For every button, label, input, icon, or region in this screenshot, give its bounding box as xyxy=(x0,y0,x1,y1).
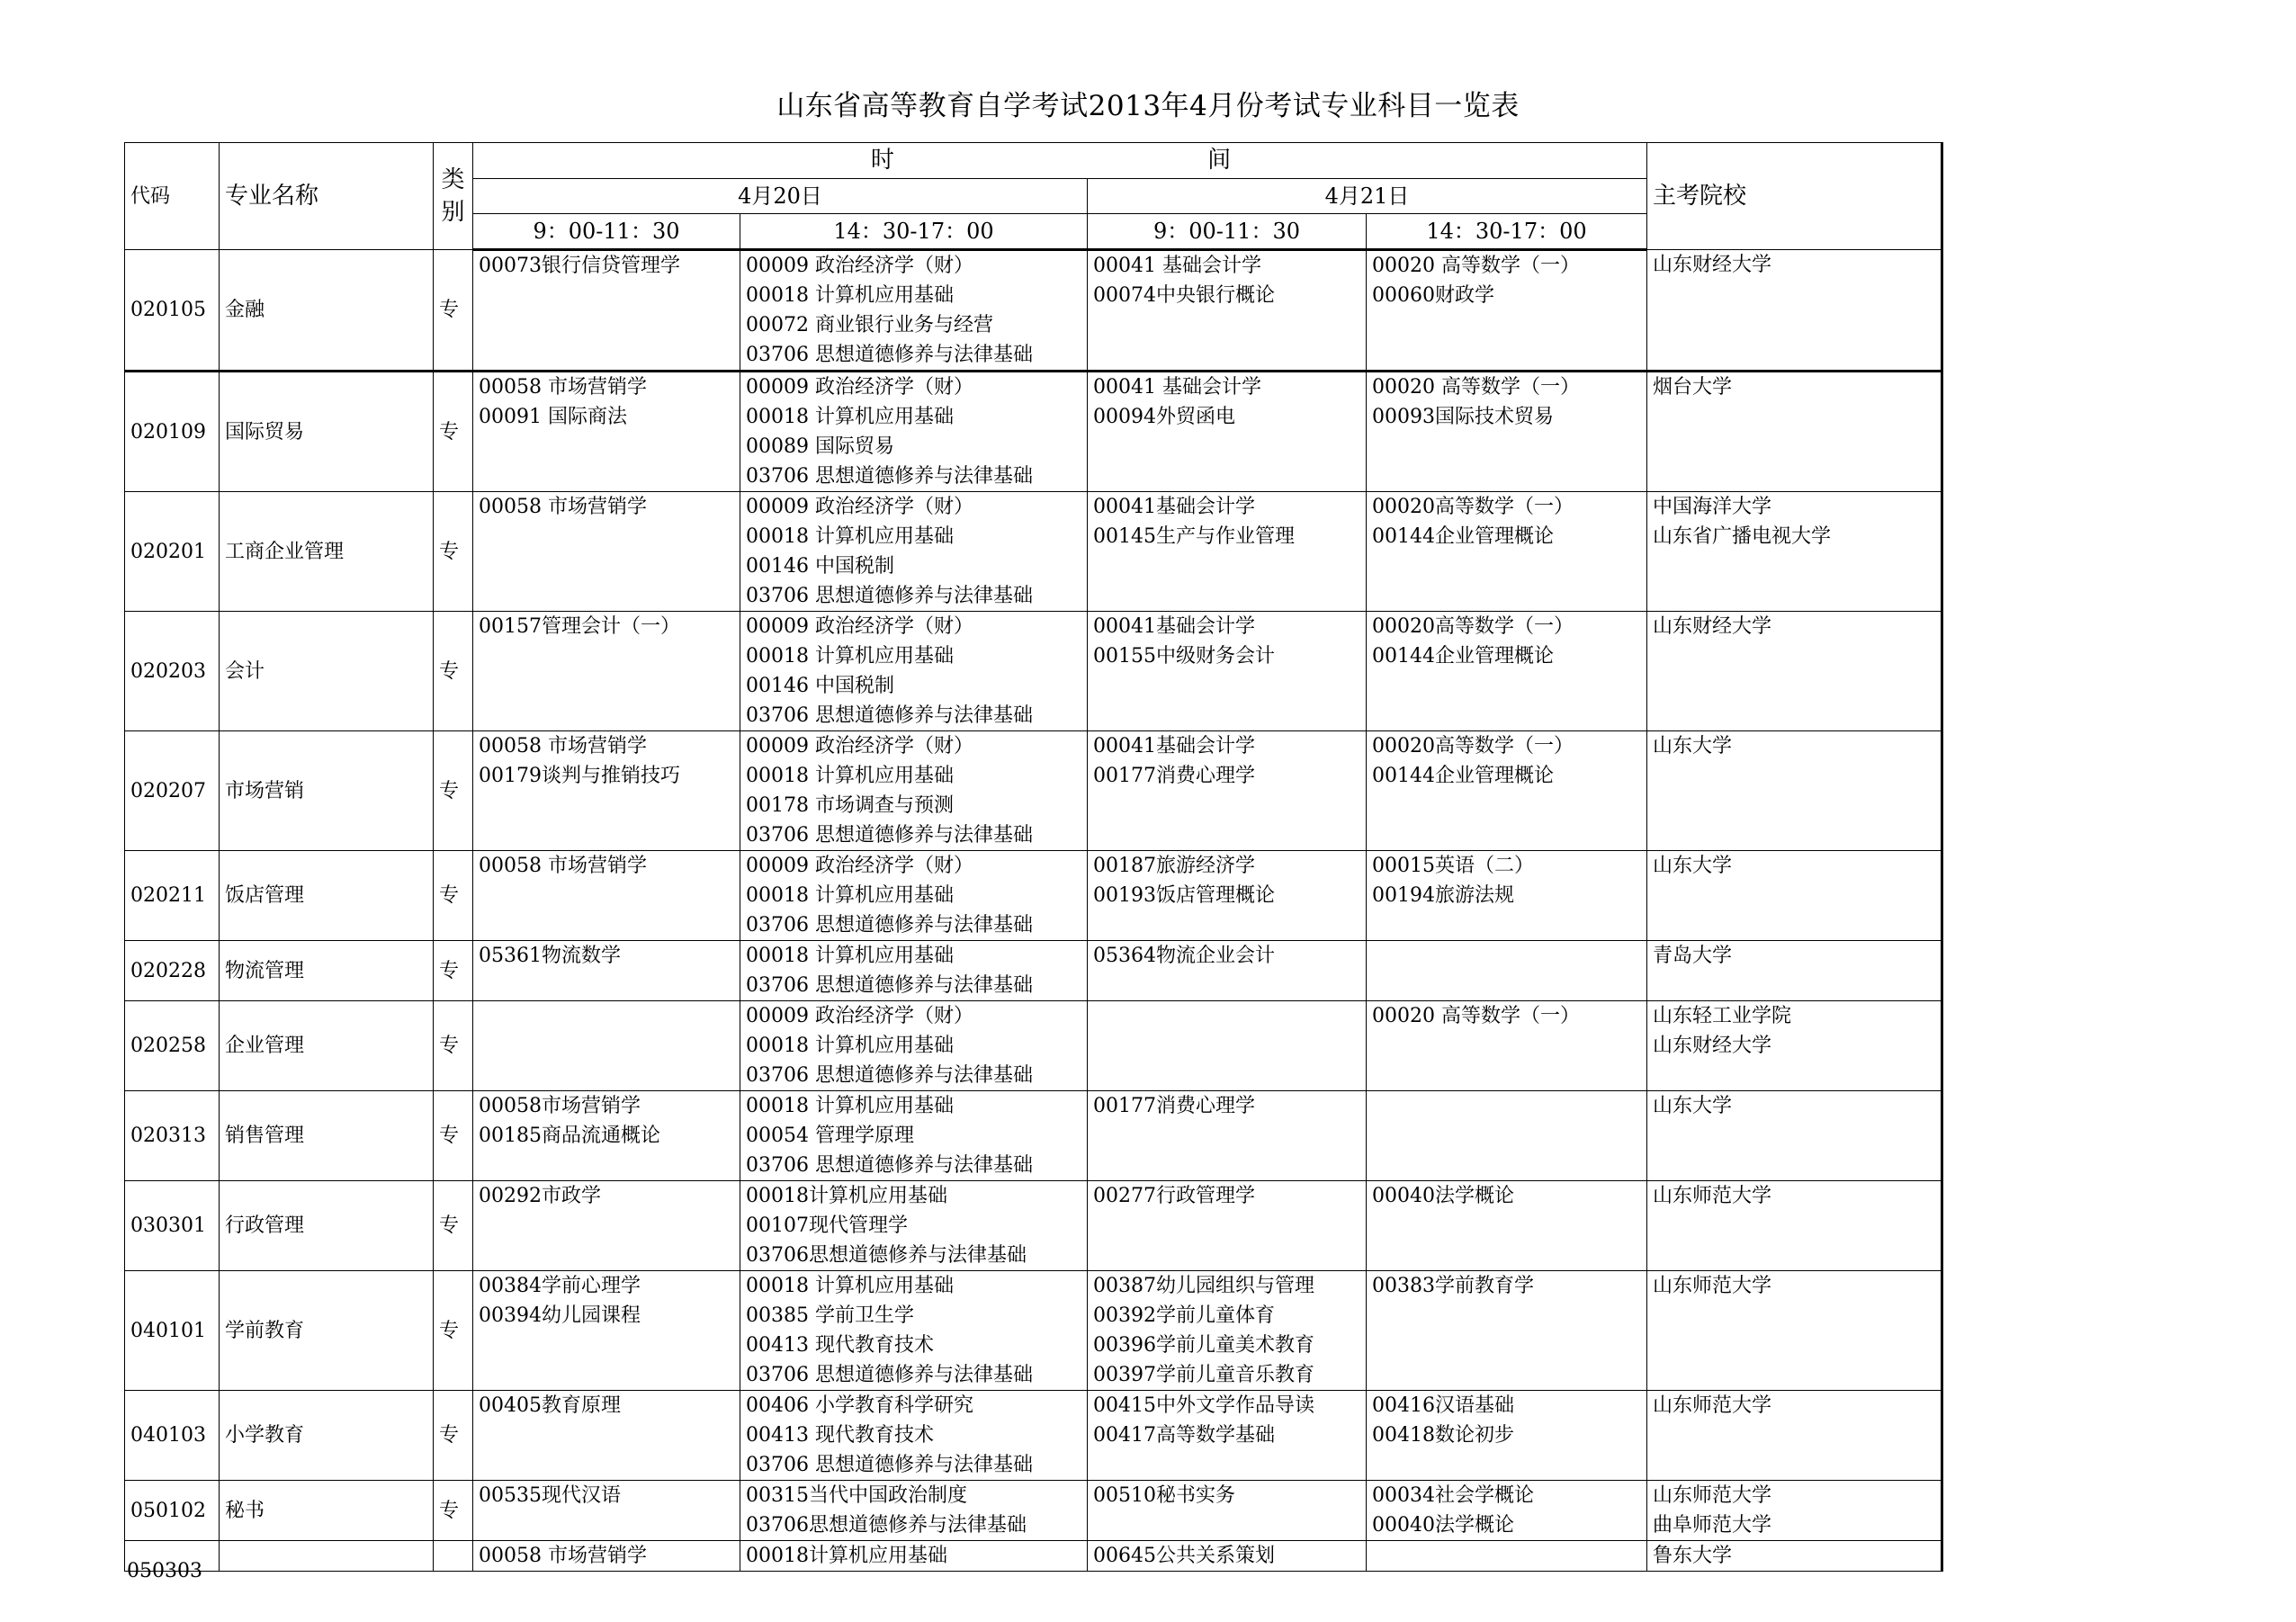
course-entry: 00041 基础会计学 xyxy=(1093,255,1261,277)
course-entry: 曲阜师范大学 xyxy=(1653,1514,1772,1537)
course-entry: 00383学前教育学 xyxy=(1372,1275,1534,1297)
course-entry: 00034社会学概论 xyxy=(1372,1484,1534,1507)
day2-am-cell xyxy=(1088,851,1367,941)
major-type-cell: 专 xyxy=(434,1091,473,1181)
major-type-cell: 专 xyxy=(434,250,473,372)
course-entry: 03706 思想道德修养与法律基础 xyxy=(746,974,1033,997)
course-entry: 00292市政学 xyxy=(479,1185,601,1207)
course-entry: 00394幼儿园课程 xyxy=(479,1304,641,1327)
school-cell xyxy=(1647,851,1942,941)
day1-pm-cell xyxy=(740,1271,1088,1391)
course-entry: 00384学前心理学 xyxy=(479,1275,641,1297)
header-code: 代码 xyxy=(125,143,220,250)
course-entry: 00177消费心理学 xyxy=(1093,1095,1255,1117)
header-day2-pm: 14：30-17：00 xyxy=(1367,214,1647,250)
header-day1-am: 9：00-11：30 xyxy=(473,214,740,250)
course-entry: 00020高等数学（一） xyxy=(1372,735,1574,757)
course-entry: 00041基础会计学 xyxy=(1093,615,1255,638)
course-entry: 山东师范大学 xyxy=(1653,1484,1772,1507)
header-type: 类别 xyxy=(434,143,473,250)
major-name-cell: 行政管理 xyxy=(220,1181,434,1271)
course-entry: 00091 国际商法 xyxy=(479,406,627,428)
course-entry: 03706 思想道德修养与法律基础 xyxy=(746,1454,1033,1476)
table-row xyxy=(125,941,1942,1001)
exam-schedule-table xyxy=(124,142,1943,1572)
day2-pm-cell xyxy=(1367,1391,1647,1481)
course-entry: 00413 现代教育技术 xyxy=(746,1424,934,1447)
header-day2: 4月21日 xyxy=(1088,179,1647,214)
course-entry: 03706 思想道德修养与法律基础 xyxy=(746,824,1033,847)
major-code-cell: 030301 xyxy=(125,1181,220,1271)
course-entry: 00054 管理学原理 xyxy=(746,1125,914,1147)
major-name-cell: 秘书 xyxy=(220,1481,434,1541)
school-cell xyxy=(1647,612,1942,731)
day2-am-cell xyxy=(1088,612,1367,731)
course-entry: 00041基础会计学 xyxy=(1093,496,1255,518)
course-entry: 中国海洋大学 xyxy=(1653,496,1772,518)
day2-pm-cell xyxy=(1367,492,1647,612)
course-entry: 00074中央银行概论 xyxy=(1093,284,1275,307)
major-name-cell: 企业管理 xyxy=(220,1001,434,1091)
major-type-cell: 专 xyxy=(434,1481,473,1541)
major-type-cell: 专 xyxy=(434,1271,473,1391)
day2-am-cell xyxy=(1088,372,1367,492)
day2-am-cell xyxy=(1088,1541,1367,1572)
day2-pm-cell xyxy=(1367,250,1647,372)
major-code-cell: 050102 xyxy=(125,1481,220,1541)
course-entry: 00416汉语基础 xyxy=(1372,1394,1514,1417)
course-entry: 00194旅游法规 xyxy=(1372,884,1514,907)
course-entry: 00145生产与作业管理 xyxy=(1093,525,1295,548)
course-entry: 00146 中国税制 xyxy=(746,675,894,697)
major-type-cell: 专 xyxy=(434,372,473,492)
course-entry: 00144企业管理概论 xyxy=(1372,765,1554,787)
course-entry: 03706 思想道德修养与法律基础 xyxy=(746,1154,1033,1177)
day1-pm-cell xyxy=(740,1001,1088,1091)
course-entry: 00018 计算机应用基础 xyxy=(746,1095,954,1117)
table-row xyxy=(125,1541,1942,1572)
course-entry: 00009 政治经济学（财） xyxy=(746,496,973,518)
course-entry: 05361物流数学 xyxy=(479,945,621,967)
course-entry: 00018 计算机应用基础 xyxy=(746,884,954,907)
course-entry: 00020 高等数学（一） xyxy=(1372,376,1580,399)
day1-am-cell xyxy=(473,1001,740,1091)
course-entry: 00072 商业银行业务与经营 xyxy=(746,314,993,336)
course-entry: 00107现代管理学 xyxy=(746,1214,908,1237)
school-cell xyxy=(1647,1541,1942,1572)
school-cell xyxy=(1647,1481,1942,1541)
page-title: 山东省高等教育自学考试2013年4月份考试专业科目一览表 xyxy=(776,90,1520,122)
course-entry: 03706 思想道德修养与法律基础 xyxy=(746,914,1033,936)
major-type-cell: 专 xyxy=(434,941,473,1001)
major-name-cell: 小学教育 xyxy=(220,1391,434,1481)
course-entry: 00144企业管理概论 xyxy=(1372,525,1554,548)
day2-am-cell xyxy=(1088,250,1367,372)
course-entry: 00018计算机应用基础 xyxy=(746,1545,947,1567)
course-entry: 03706 思想道德修养与法律基础 xyxy=(746,465,1033,488)
major-name-cell: 销售管理 xyxy=(220,1091,434,1181)
course-entry: 00187旅游经济学 xyxy=(1093,855,1255,877)
table-row xyxy=(125,1391,1942,1481)
day1-am-cell xyxy=(473,1541,740,1572)
course-entry: 00157管理会计（一） xyxy=(479,615,680,638)
course-entry: 00020高等数学（一） xyxy=(1372,615,1574,638)
course-entry: 00018 计算机应用基础 xyxy=(746,525,954,548)
course-entry: 00146 中国税制 xyxy=(746,555,894,578)
course-entry: 00645公共关系策划 xyxy=(1093,1545,1275,1567)
day1-pm-cell xyxy=(740,941,1088,1001)
course-entry: 00177消费心理学 xyxy=(1093,765,1255,787)
major-code-cell: 020207 xyxy=(125,731,220,851)
course-entry: 00418数论初步 xyxy=(1372,1424,1514,1447)
course-entry: 00413 现代教育技术 xyxy=(746,1334,934,1357)
day1-pm-cell xyxy=(740,851,1088,941)
day2-am-cell xyxy=(1088,492,1367,612)
major-code-cell: 020109 xyxy=(125,372,220,492)
trailing-major-code: 050303 xyxy=(127,1560,202,1582)
header-day2-am: 9：00-11：30 xyxy=(1088,214,1367,250)
major-type-cell: 专 xyxy=(434,731,473,851)
major-code-cell: 040101 xyxy=(125,1271,220,1391)
day1-pm-cell xyxy=(740,1391,1088,1481)
course-entry: 山东师范大学 xyxy=(1653,1394,1772,1417)
course-entry: 00015英语（二） xyxy=(1372,855,1534,877)
course-entry: 00406 小学教育科学研究 xyxy=(746,1394,973,1417)
day2-am-cell xyxy=(1088,1181,1367,1271)
course-entry: 00058 市场营销学 xyxy=(479,1545,647,1567)
table-row xyxy=(125,1181,1942,1271)
day2-pm-cell xyxy=(1367,851,1647,941)
table-row xyxy=(125,1091,1942,1181)
day2-am-cell xyxy=(1088,1001,1367,1091)
day2-pm-cell xyxy=(1367,731,1647,851)
table-row xyxy=(125,731,1942,851)
course-entry: 00060财政学 xyxy=(1372,284,1494,307)
course-entry: 00018 计算机应用基础 xyxy=(746,1275,954,1297)
course-entry: 00392学前儿童体育 xyxy=(1093,1304,1275,1327)
course-entry: 00009 政治经济学（财） xyxy=(746,255,973,277)
day2-pm-cell xyxy=(1367,1481,1647,1541)
course-entry: 00405教育原理 xyxy=(479,1394,621,1417)
course-entry: 03706思想道德修养与法律基础 xyxy=(746,1514,1027,1537)
major-name-cell: 市场营销 xyxy=(220,731,434,851)
course-entry: 山东财经大学 xyxy=(1653,254,1772,276)
major-name-cell xyxy=(220,1541,434,1572)
course-entry: 00018 计算机应用基础 xyxy=(746,765,954,787)
major-code-cell: 020201 xyxy=(125,492,220,612)
school-cell xyxy=(1647,1391,1942,1481)
course-entry: 00040法学概论 xyxy=(1372,1514,1514,1537)
day1-pm-cell xyxy=(740,612,1088,731)
day1-pm-cell xyxy=(740,1091,1088,1181)
school-cell xyxy=(1647,1001,1942,1091)
major-type-cell: 专 xyxy=(434,851,473,941)
course-entry: 00179谈判与推销技巧 xyxy=(479,765,680,787)
day1-pm-cell xyxy=(740,492,1088,612)
day2-am-cell xyxy=(1088,1481,1367,1541)
course-entry: 00387幼儿园组织与管理 xyxy=(1093,1275,1314,1297)
day1-am-cell xyxy=(473,1091,740,1181)
major-code-cell: 020211 xyxy=(125,851,220,941)
day1-am-cell xyxy=(473,372,740,492)
major-type-cell: 专 xyxy=(434,612,473,731)
course-entry: 03706 思想道德修养与法律基础 xyxy=(746,704,1033,727)
school-cell xyxy=(1647,731,1942,851)
day1-pm-cell xyxy=(740,372,1088,492)
schedule-body xyxy=(125,250,1942,1572)
day2-am-cell xyxy=(1088,1091,1367,1181)
course-entry: 03706 思想道德修养与法律基础 xyxy=(746,1064,1033,1087)
table-row xyxy=(125,492,1942,612)
day2-am-cell xyxy=(1088,731,1367,851)
school-cell xyxy=(1647,250,1942,372)
course-entry: 00155中级财务会计 xyxy=(1093,645,1275,668)
course-entry: 00018 计算机应用基础 xyxy=(746,645,954,668)
table-row xyxy=(125,1271,1942,1391)
course-entry: 00041 基础会计学 xyxy=(1093,376,1261,399)
day1-am-cell xyxy=(473,250,740,372)
day2-pm-cell xyxy=(1367,941,1647,1001)
course-entry: 00009 政治经济学（财） xyxy=(746,376,973,399)
school-cell xyxy=(1647,372,1942,492)
header-day1-pm: 14：30-17：00 xyxy=(740,214,1088,250)
course-entry: 00073银行信贷管理学 xyxy=(479,255,680,277)
day2-pm-cell xyxy=(1367,1001,1647,1091)
course-entry: 烟台大学 xyxy=(1653,376,1733,399)
course-entry: 山东财经大学 xyxy=(1653,1035,1772,1057)
day2-pm-cell xyxy=(1367,612,1647,731)
course-entry: 03706 思想道德修养与法律基础 xyxy=(746,344,1033,366)
major-code-cell: 020313 xyxy=(125,1091,220,1181)
major-code-cell: 040103 xyxy=(125,1391,220,1481)
course-entry: 03706 思想道德修养与法律基础 xyxy=(746,1364,1033,1386)
major-code-cell: 020203 xyxy=(125,612,220,731)
day1-am-cell xyxy=(473,612,740,731)
course-entry: 山东大学 xyxy=(1653,1095,1733,1117)
course-entry: 00018计算机应用基础 xyxy=(746,1185,947,1207)
day2-am-cell xyxy=(1088,1271,1367,1391)
course-entry: 青岛大学 xyxy=(1653,945,1733,967)
course-entry: 00415中外文学作品导读 xyxy=(1093,1394,1314,1417)
course-entry: 00058 市场营销学 xyxy=(479,376,647,399)
day1-am-cell xyxy=(473,941,740,1001)
major-type-cell: 专 xyxy=(434,1391,473,1481)
day2-am-cell xyxy=(1088,1391,1367,1481)
school-cell xyxy=(1647,1271,1942,1391)
course-entry: 00058市场营销学 xyxy=(479,1095,641,1117)
course-entry: 00535现代汉语 xyxy=(479,1484,621,1507)
course-entry: 00193饭店管理概论 xyxy=(1093,884,1275,907)
table-row xyxy=(125,1001,1942,1091)
school-cell xyxy=(1647,1091,1942,1181)
major-type-cell: 专 xyxy=(434,1001,473,1091)
course-entry: 00094外贸函电 xyxy=(1093,406,1235,428)
course-entry: 00510秘书实务 xyxy=(1093,1484,1235,1507)
header-time xyxy=(473,143,1647,179)
course-entry: 00315当代中国政治制度 xyxy=(746,1484,967,1507)
table-row xyxy=(125,1481,1942,1541)
table-row xyxy=(125,250,1942,372)
major-type-cell: 专 xyxy=(434,1181,473,1271)
major-code-cell: 020105 xyxy=(125,250,220,372)
course-entry: 00058 市场营销学 xyxy=(479,735,647,757)
major-name-cell: 学前教育 xyxy=(220,1271,434,1391)
major-name-cell: 国际贸易 xyxy=(220,372,434,492)
course-entry: 00009 政治经济学（财） xyxy=(746,735,973,757)
day1-am-cell xyxy=(473,1391,740,1481)
course-entry: 00089 国际贸易 xyxy=(746,435,894,458)
major-type-cell: 专 xyxy=(434,492,473,612)
course-entry: 00058 市场营销学 xyxy=(479,496,647,518)
course-entry: 05364物流企业会计 xyxy=(1093,945,1275,967)
day1-am-cell xyxy=(473,492,740,612)
major-name-cell: 物流管理 xyxy=(220,941,434,1001)
course-entry: 00009 政治经济学（财） xyxy=(746,1005,973,1027)
course-entry: 山东大学 xyxy=(1653,855,1733,877)
course-entry: 00185商品流通概论 xyxy=(479,1125,660,1147)
course-entry: 00093国际技术贸易 xyxy=(1372,406,1554,428)
school-cell xyxy=(1647,941,1942,1001)
course-entry: 03706 思想道德修养与法律基础 xyxy=(746,585,1033,607)
course-entry: 03706思想道德修养与法律基础 xyxy=(746,1244,1027,1267)
school-cell xyxy=(1647,492,1942,612)
course-entry: 00397学前儿童音乐教育 xyxy=(1093,1364,1314,1386)
course-entry: 00020高等数学（一） xyxy=(1372,496,1574,518)
day2-pm-cell xyxy=(1367,1541,1647,1572)
day2-pm-cell xyxy=(1367,1091,1647,1181)
table-row xyxy=(125,851,1942,941)
header-time-right: 间 xyxy=(1207,147,1232,174)
course-entry: 00020 高等数学（一） xyxy=(1372,1005,1580,1027)
day1-pm-cell xyxy=(740,1181,1088,1271)
header-day1: 4月20日 xyxy=(473,179,1088,214)
day1-am-cell xyxy=(473,1181,740,1271)
course-entry: 山东师范大学 xyxy=(1653,1185,1772,1207)
course-entry: 00018 计算机应用基础 xyxy=(746,1035,954,1057)
course-entry: 00144企业管理概论 xyxy=(1372,645,1554,668)
day1-pm-cell xyxy=(740,250,1088,372)
major-name-cell: 会计 xyxy=(220,612,434,731)
day1-pm-cell xyxy=(740,1481,1088,1541)
major-type-cell xyxy=(434,1541,473,1572)
day2-pm-cell xyxy=(1367,372,1647,492)
school-cell xyxy=(1647,1181,1942,1271)
table-row xyxy=(125,612,1942,731)
major-name-cell: 金融 xyxy=(220,250,434,372)
course-entry: 00018 计算机应用基础 xyxy=(746,406,954,428)
header-time-left: 时 xyxy=(870,147,894,174)
course-entry: 00018 计算机应用基础 xyxy=(746,284,954,307)
table-row xyxy=(125,372,1942,492)
course-entry: 00385 学前卫生学 xyxy=(746,1304,914,1327)
course-entry: 00178 市场调查与预测 xyxy=(746,794,954,817)
course-entry: 00041基础会计学 xyxy=(1093,735,1255,757)
day1-pm-cell xyxy=(740,731,1088,851)
major-name-cell: 工商企业管理 xyxy=(220,492,434,612)
day2-pm-cell xyxy=(1367,1181,1647,1271)
course-entry: 00058 市场营销学 xyxy=(479,855,647,877)
day1-am-cell xyxy=(473,1271,740,1391)
day2-am-cell xyxy=(1088,941,1367,1001)
course-entry: 山东财经大学 xyxy=(1653,615,1772,638)
course-entry: 00396学前儿童美术教育 xyxy=(1093,1334,1314,1357)
day1-am-cell xyxy=(473,1481,740,1541)
course-entry: 00020 高等数学（一） xyxy=(1372,255,1580,277)
course-entry: 山东师范大学 xyxy=(1653,1275,1772,1297)
major-name-cell: 饭店管理 xyxy=(220,851,434,941)
day1-am-cell xyxy=(473,731,740,851)
course-entry: 山东轻工业学院 xyxy=(1653,1005,1792,1027)
header-school: 主考院校 xyxy=(1647,143,1942,250)
day1-pm-cell xyxy=(740,1541,1088,1572)
course-entry: 00040法学概论 xyxy=(1372,1185,1514,1207)
course-entry: 山东大学 xyxy=(1653,735,1733,757)
course-entry: 00277行政管理学 xyxy=(1093,1185,1255,1207)
day2-pm-cell xyxy=(1367,1271,1647,1391)
major-code-cell: 020228 xyxy=(125,941,220,1001)
course-entry: 山东省广播电视大学 xyxy=(1653,525,1832,548)
course-entry: 00417高等数学基础 xyxy=(1093,1424,1275,1447)
course-entry: 鲁东大学 xyxy=(1653,1545,1733,1567)
course-entry: 00009 政治经济学（财） xyxy=(746,615,973,638)
day1-am-cell xyxy=(473,851,740,941)
header-major: 专业名称 xyxy=(220,143,434,250)
course-entry: 00009 政治经济学（财） xyxy=(746,855,973,877)
major-code-cell: 020258 xyxy=(125,1001,220,1091)
course-entry: 00018 计算机应用基础 xyxy=(746,945,954,967)
